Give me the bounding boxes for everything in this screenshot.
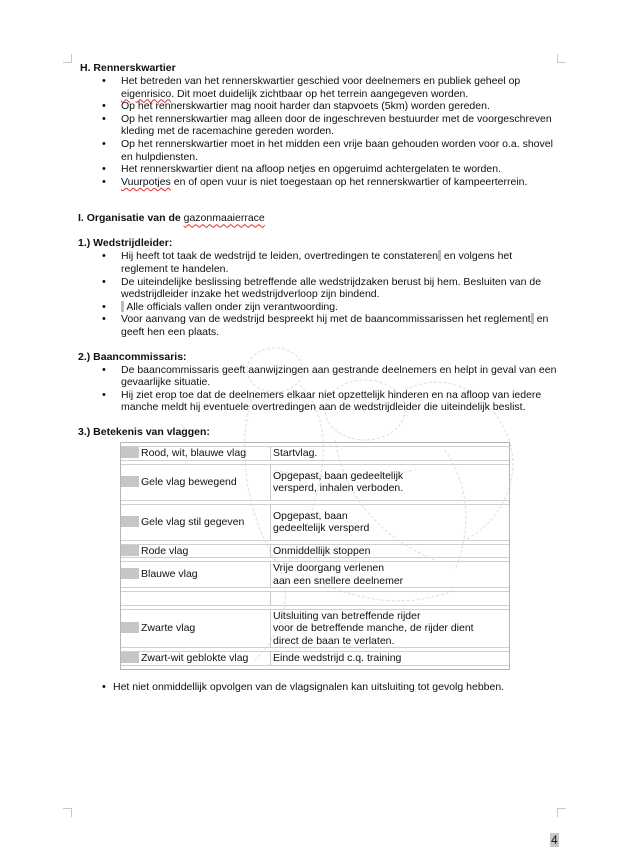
page-number: 4 xyxy=(551,833,558,847)
flag-swatch-icon xyxy=(121,516,139,527)
flag-name-cell: Gele vlag bewegend xyxy=(121,464,271,501)
table-row xyxy=(121,609,509,649)
flag-name-cell: Rood, wit, blauwe vlag xyxy=(121,446,271,461)
flag-meanings-table xyxy=(120,442,510,670)
flag-meaning-cell: Opgepast, baan gedeeltelijk versperd, inhalen verboden. xyxy=(271,464,509,501)
table-row xyxy=(121,591,509,606)
flag-meaning-cell: Opgepast, baan gedeeltelijk versperd xyxy=(271,504,509,541)
subsection-baancommissaris-heading: 2.) Baancommissaris: xyxy=(78,350,187,363)
wedstrijdleider-list xyxy=(78,250,558,338)
flag-meaning-cell: Startvlag. xyxy=(271,446,509,461)
table-row xyxy=(121,504,509,541)
flag-name-cell: Blauwe vlag xyxy=(121,561,271,588)
document-body xyxy=(78,62,558,439)
list-item: • Voor aanvang van de wedstrijd bespreekt hij met de baancommissarissen het reglement en geeft hen een plaats. xyxy=(78,313,558,338)
list-item: • Op het rennerskwartier mag nooit harder dan stapvoets (5km) worden gereden. xyxy=(78,100,558,113)
baancommissaris-list xyxy=(78,364,558,414)
table-row xyxy=(121,446,509,461)
table-row xyxy=(121,561,509,588)
flag-name-cell: Zwarte vlag xyxy=(121,609,271,649)
section-h-list xyxy=(78,75,558,188)
list-item: • Hij ziet erop toe dat de deelnemers elkaar niet opzettelijk hinderen en na afloop van iedere manche meldt hij eventuele overtredingen aan de wedstrijdleider die uiteindelijk beslist. xyxy=(78,389,558,414)
list-item: • Het rennerskwartier dient na afloop netjes en opgeruimd achtergelaten te worden. xyxy=(78,163,558,176)
page-corner-mark-top-left xyxy=(63,54,72,63)
list-item: • Alle officials vallen onder zijn verantwoording. xyxy=(78,301,558,314)
list-item: • Hij heeft tot taak de wedstrijd te leiden, overtredingen te constateren en volgens het reglement te handelen. xyxy=(78,250,558,275)
section-h-heading: H. Rennerskwartier xyxy=(80,62,176,74)
flag-meaning-cell: Onmiddellijk stoppen xyxy=(271,544,509,559)
list-item: • Het betreden van het rennerskwartier geschied voor deelnemers en publiek geheel op eigenrisico. Dit moet duidelijk zichtbaar op het terrein aangegeven worden. xyxy=(78,75,558,100)
flag-meaning-cell: Uitsluiting van betreffende rijder voor de betreffende manche, de rijder dient direct de baan te verlaten. xyxy=(271,609,509,649)
flag-swatch-icon xyxy=(121,652,139,663)
flag-swatch-icon xyxy=(121,622,139,633)
list-item: • Vuurpotjes en of open vuur is niet toegestaan op het rennerskwartier of kampeerterrein. xyxy=(78,176,558,189)
closing-list xyxy=(78,681,558,693)
comment-marker xyxy=(121,301,124,312)
list-item: • De baancommissaris geeft aanwijzingen aan gestrande deelnemers en helpt in geval van een gevaarlijke situatie. xyxy=(78,364,558,389)
list-item: • Het niet onmiddellijk opvolgen van de vlagsignalen kan uitsluiting tot gevolg hebben. xyxy=(78,681,558,693)
page-corner-mark-top-right xyxy=(557,54,566,63)
page-corner-mark-bottom-left xyxy=(63,808,72,817)
flag-meaning-cell xyxy=(271,591,509,606)
list-item: • Op het rennerskwartier moet in het midden een vrije baan gehouden worden voor o.a. shovel en hulpdiensten. xyxy=(78,138,558,163)
flag-name-cell: Rode vlag xyxy=(121,544,271,559)
flag-meaning-cell: Vrije doorgang verlenen aan een snellere deelnemer xyxy=(271,561,509,588)
flag-meaning-cell: Einde wedstrijd c.q. training xyxy=(271,651,509,666)
flag-name-cell: Gele vlag stil gegeven xyxy=(121,504,271,541)
section-i-heading: I. Organisatie van de gazonmaaierrace xyxy=(78,212,265,225)
spellcheck-flagged-word: gazonmaaierrace xyxy=(183,212,265,225)
subsection-vlaggen-heading: 3.) Betekenis van vlaggen: xyxy=(78,425,210,438)
spellcheck-flagged-word: eigenrisico xyxy=(121,87,172,100)
page-corner-mark-bottom-right xyxy=(557,808,566,817)
list-item: • Op het rennerskwartier mag alleen door de ingeschreven bestuurder met de voorgeschreven kleding met de racemachine gereden worden. xyxy=(78,113,558,138)
flag-swatch-icon xyxy=(121,476,139,487)
flag-swatch-icon xyxy=(121,447,139,458)
subsection-wedstrijdleider-heading: 1.) Wedstrijdleider: xyxy=(78,237,173,250)
flag-swatch-icon xyxy=(121,568,139,579)
flag-name-cell xyxy=(121,591,271,606)
table-row xyxy=(121,464,509,501)
flag-name-cell: Zwart-wit geblokte vlag xyxy=(121,651,271,666)
table-row xyxy=(121,544,509,559)
flag-swatch-icon xyxy=(121,545,139,556)
table-row xyxy=(121,651,509,666)
list-item: • De uiteindelijke beslissing betreffende alle wedstrijdzaken berust bij hem. Besluiten van de wedstrijdleider inzake het wedstrijdverloop zijn bindend. xyxy=(78,276,558,301)
spellcheck-flagged-word: Vuurpotjes xyxy=(121,175,171,188)
